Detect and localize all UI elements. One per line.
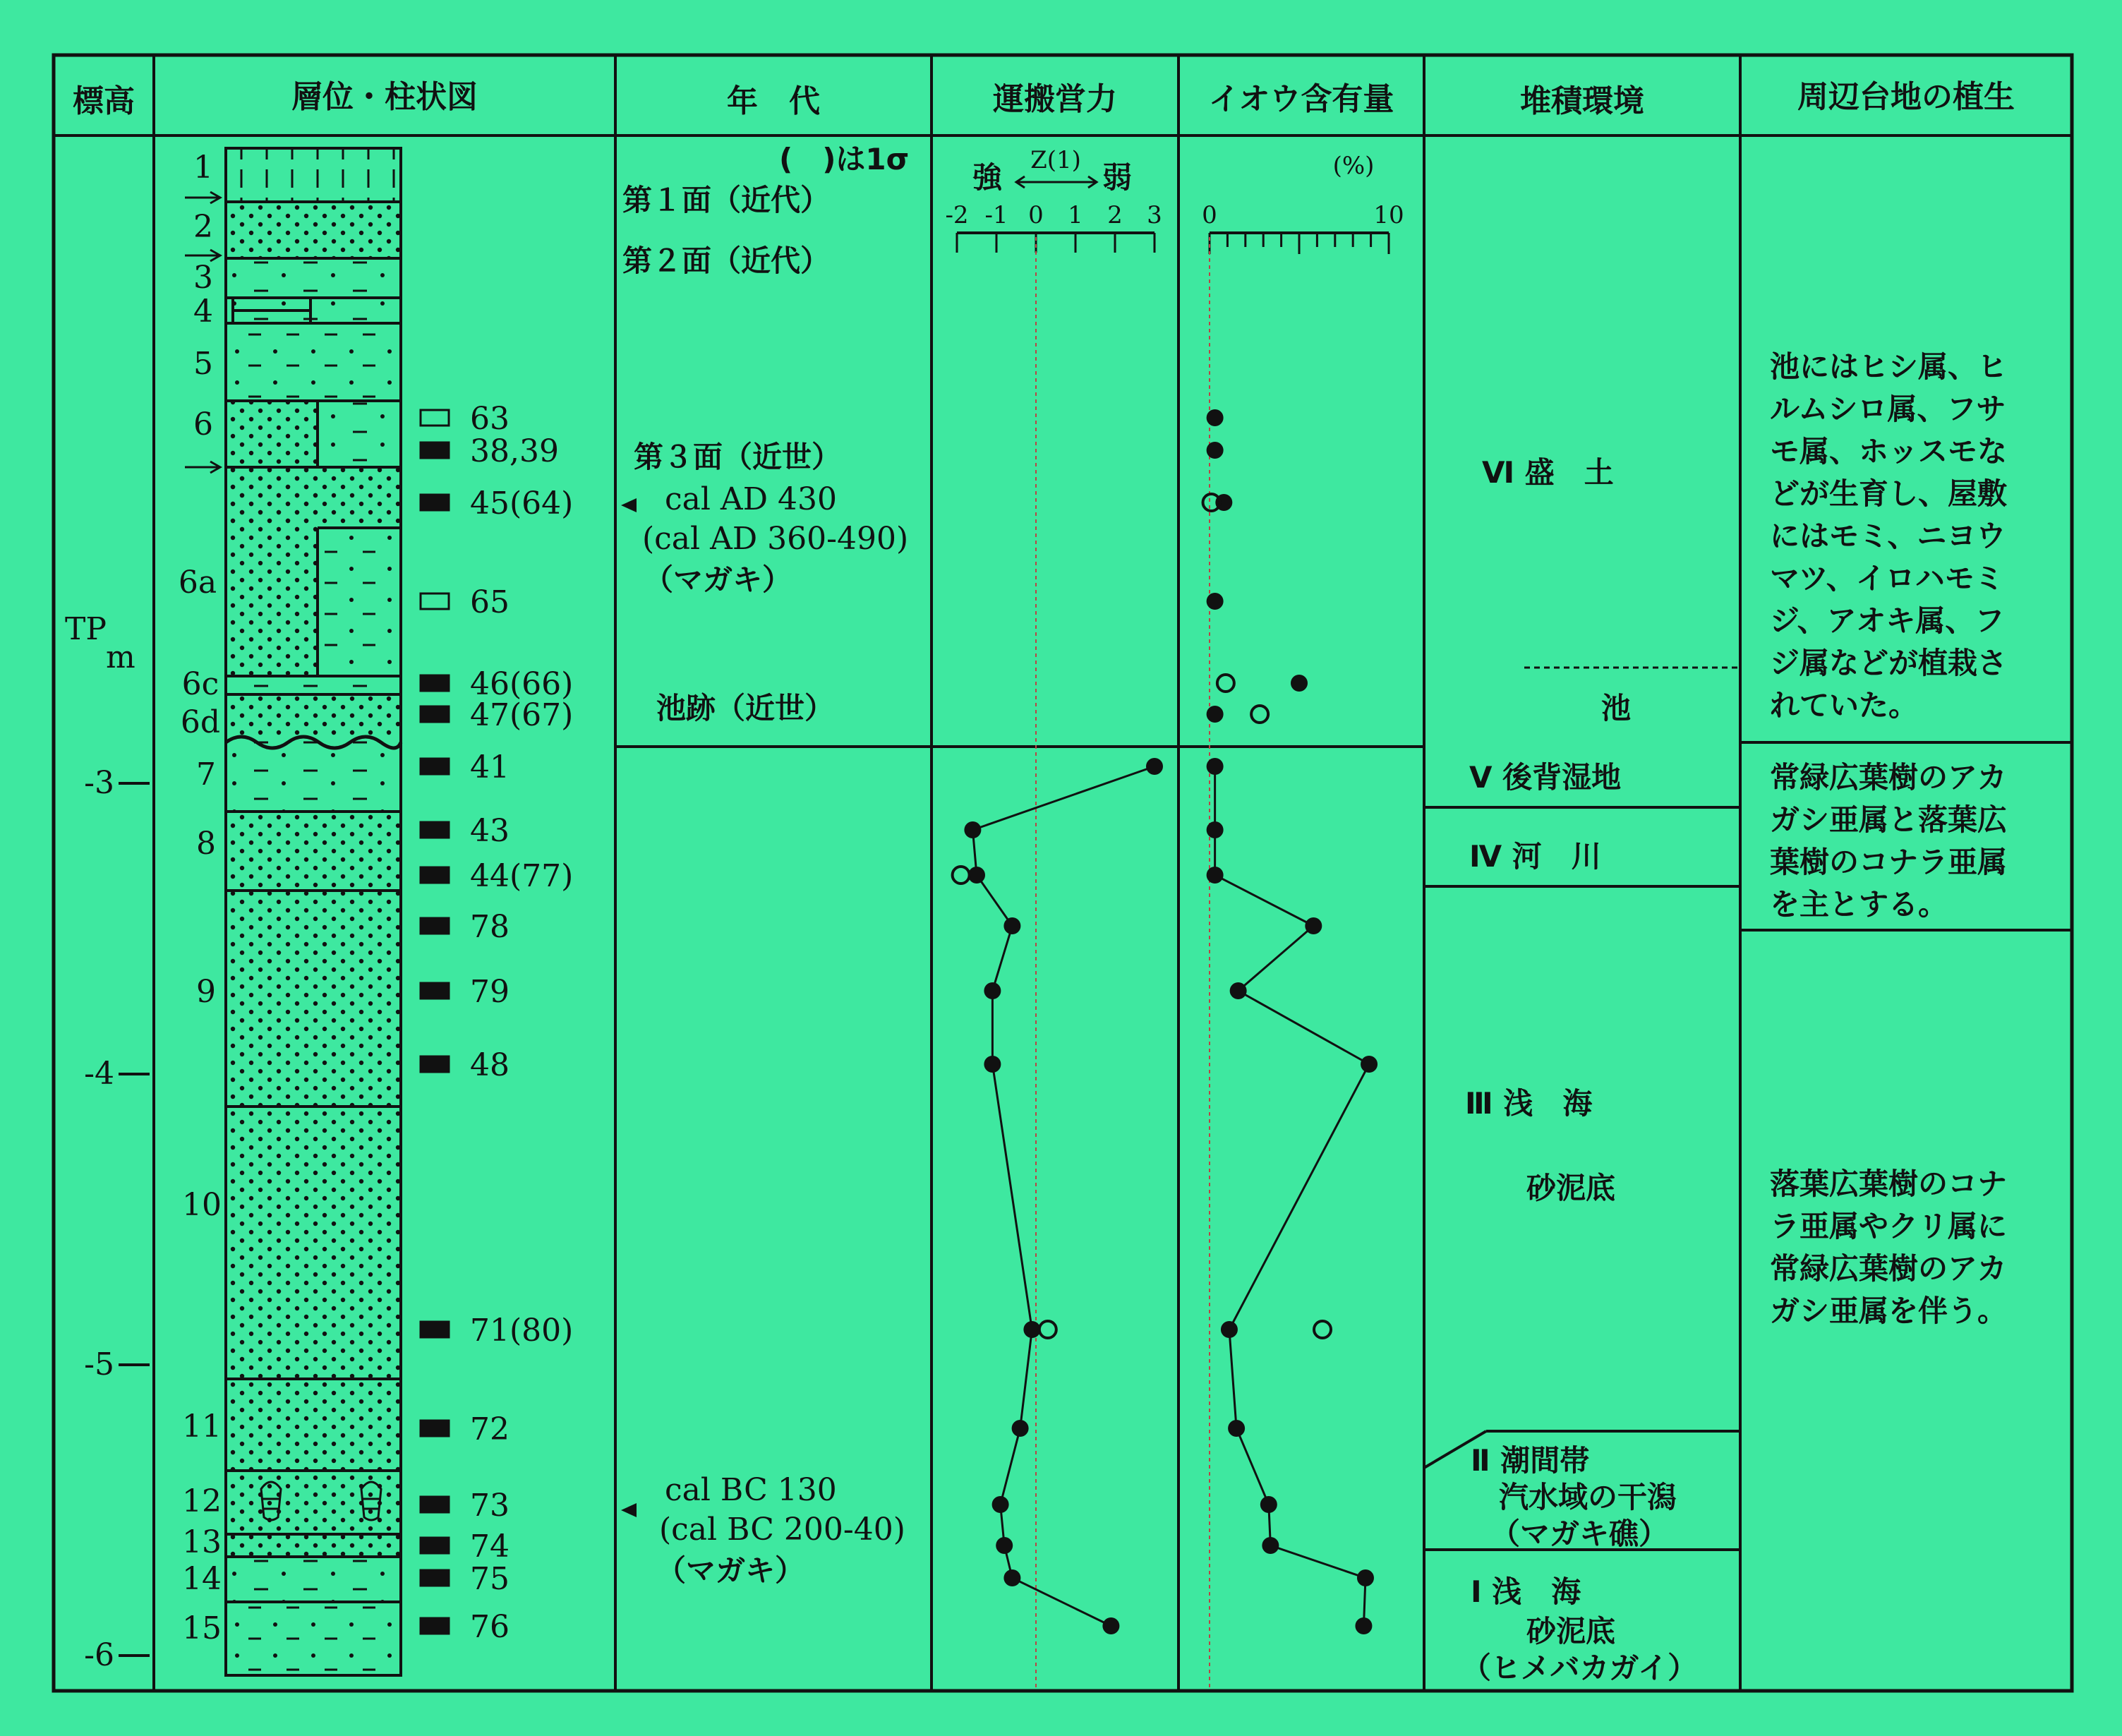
transport-point [984, 1056, 1001, 1073]
sample-marker [421, 593, 449, 609]
elevation-tick-label: -5 [84, 1346, 114, 1382]
vegetation-line: にはモミ、ニヨウ [1770, 519, 2006, 553]
sample-label: 78 [470, 909, 510, 945]
date-pointer-1 [621, 498, 637, 512]
sulfur-open-point [1314, 1321, 1331, 1338]
env-i-sub: 砂泥底 [1526, 1614, 1616, 1648]
vegetation-line: 落葉広葉樹のコナ [1770, 1167, 2008, 1201]
sample-label: 65 [470, 584, 510, 620]
transport-tick-label: -1 [984, 201, 1008, 229]
sulfur-point [1291, 675, 1308, 692]
sample-marker [421, 918, 449, 934]
sample-marker [421, 983, 449, 999]
vegetation-line: どが生育し、屋敷 [1770, 476, 2008, 511]
sample-label: 45(64) [470, 486, 574, 522]
sulfur-open-point [1251, 706, 1268, 723]
transport-point [1012, 1420, 1029, 1437]
sample-markers [421, 401, 573, 1645]
surface-2: 第２面（近代） [622, 243, 831, 278]
sample-marker [421, 410, 449, 426]
sample-label: 74 [470, 1529, 510, 1565]
layer-label: 6a [178, 565, 217, 601]
transport-axis-caption: Z(1) [1030, 146, 1081, 174]
pond-remains: 池跡（近世） [656, 691, 835, 725]
layer-label: 4 [193, 294, 213, 330]
sulfur-point [1207, 442, 1224, 459]
transport-point [984, 982, 1001, 999]
sulfur-point [1207, 409, 1224, 426]
sample-marker [421, 1618, 449, 1634]
transport-plot [953, 237, 1163, 1691]
sulfur-point [1207, 867, 1224, 884]
transport-right-label: 弱 [1102, 160, 1133, 195]
sample-marker [421, 822, 449, 838]
vegetation-line: マツ、イロハモミ [1770, 561, 2004, 596]
stratigraphic-column [185, 148, 401, 1675]
sulfur-tick-label: 0 [1202, 201, 1217, 229]
vegetation-line: 常緑広葉樹のアカ [1770, 1251, 2007, 1286]
vegetation-line: れていた。 [1770, 688, 1919, 723]
sulfur-point [1357, 1569, 1374, 1586]
layer-label: 8 [196, 826, 216, 862]
vegetation-line: モ属、ホッスモな [1770, 434, 2008, 469]
surface-1: 第１面（近代） [622, 183, 831, 217]
layer-label: 6c [181, 666, 219, 702]
env-iii-sub: 砂泥底 [1526, 1171, 1616, 1205]
sulfur-series-line [1215, 766, 1369, 1626]
date-1-range: (cal AD 360-490) [642, 521, 909, 557]
vegetation-line: ガシ亜属と落葉広 [1770, 802, 2008, 837]
transport-point [1003, 917, 1020, 934]
sample-marker [421, 759, 449, 774]
transport-point [1102, 1617, 1119, 1634]
sulfur-tick-label: 10 [1373, 201, 1404, 229]
sample-label: 79 [470, 974, 510, 1010]
sulfur-x-axis [1202, 201, 1404, 254]
vegetation-line: 常緑広葉樹のアカ [1770, 760, 2007, 795]
transport-point [992, 1496, 1009, 1513]
layer-label: 6 [193, 406, 213, 442]
surface-3: 第３面（近世） [634, 440, 842, 474]
env-ii: Ⅱ 潮間帯 [1471, 1443, 1590, 1478]
sample-marker [421, 1538, 449, 1553]
transport-point [964, 821, 981, 838]
transport-open-point [1039, 1321, 1056, 1338]
header-stratigraphy: 層位・柱状図 [291, 79, 478, 115]
sulfur-unit: (%) [1332, 152, 1375, 180]
header-vegetation: 周辺台地の植生 [1797, 79, 2015, 115]
sulfur-chart [1202, 152, 1404, 1691]
layer-label: 15 [182, 1610, 222, 1646]
transport-direction-arrow [1016, 176, 1097, 188]
sample-marker [421, 867, 449, 883]
env-ii-sub2: （マガキ礁） [1490, 1517, 1669, 1551]
layer-labels [179, 150, 222, 1646]
date-1-material: （マガキ） [644, 562, 792, 597]
sample-marker [421, 495, 449, 510]
sulfur-point [1207, 593, 1224, 610]
sample-label: 47(67) [470, 697, 574, 733]
elevation-unit-tp: TP [65, 611, 107, 647]
header-age: 年 代 [727, 83, 820, 119]
sample-marker [421, 1497, 449, 1512]
sample-label: 76 [470, 1609, 510, 1645]
sulfur-point [1228, 1420, 1245, 1437]
header-transport: 運搬営力 [993, 81, 1117, 117]
sample-label: 41 [470, 749, 510, 785]
sample-label: 44(77) [470, 858, 574, 894]
layer-label: 1 [193, 150, 213, 186]
sample-label: 48 [470, 1047, 510, 1083]
sample-label: 46(66) [470, 666, 574, 702]
transport-tick-label: 2 [1107, 201, 1123, 229]
transport-tick-label: 0 [1028, 201, 1044, 229]
elevation-ticks [84, 765, 150, 1673]
sulfur-point [1207, 706, 1224, 723]
date-1: cal AD 430 [665, 481, 837, 517]
sulfur-point [1305, 917, 1322, 934]
vegetation-line: ガシ亜属を伴う。 [1770, 1294, 2008, 1328]
sulfur-open-point [1217, 675, 1234, 692]
env-v: Ⅴ 後背湿地 [1469, 760, 1622, 795]
transport-chart [945, 146, 1163, 1691]
header-environment: 堆積環境 [1520, 83, 1644, 119]
vegetation-line: ジ属などが植栽さ [1770, 646, 2008, 680]
sulfur-point [1262, 1537, 1279, 1554]
vegetation-line: 池にはヒシ属、ヒ [1770, 349, 2008, 384]
transport-x-axis [945, 201, 1162, 253]
date-2-range: (cal BC 200-40) [659, 1512, 905, 1548]
sample-marker [421, 1421, 449, 1436]
layer-label: 13 [182, 1524, 222, 1560]
vegetation-line: ジ、アオキ属、フ [1770, 603, 2005, 638]
sample-label: 71(80) [470, 1313, 574, 1349]
env-pond: 池 [1600, 691, 1632, 725]
sample-marker [421, 675, 449, 691]
sulfur-point [1260, 1496, 1277, 1513]
sample-marker [421, 1570, 449, 1586]
env-vi: Ⅵ 盛 土 [1482, 455, 1614, 490]
sample-marker [421, 706, 449, 722]
sample-marker [421, 1322, 449, 1337]
sample-label: 72 [470, 1411, 510, 1447]
vegetation-line: を主とする。 [1770, 887, 1948, 922]
elevation-tick-label: -3 [84, 765, 114, 801]
sigma-note: ( )は1σ [779, 142, 910, 176]
sulfur-point [1361, 1056, 1378, 1073]
sulfur-point [1355, 1617, 1372, 1634]
sulfur-point [1221, 1321, 1238, 1338]
elevation-unit-m: m [106, 639, 135, 675]
layer-label: 9 [196, 974, 216, 1010]
env-i-sub2: （ヒメバカガイ） [1461, 1651, 1698, 1685]
sample-marker [421, 442, 449, 458]
transport-point [1146, 758, 1163, 775]
sulfur-point [1207, 821, 1224, 838]
layer-label: 5 [193, 346, 213, 382]
sulfur-point [1207, 758, 1224, 775]
layer-label: 12 [182, 1483, 222, 1519]
sample-label: 73 [470, 1488, 510, 1524]
transport-point [1003, 1569, 1020, 1586]
vegetation-line: ルムシロ属、フサ [1770, 392, 2006, 426]
layer-label: 14 [182, 1561, 222, 1597]
env-i: Ⅰ 浅 海 [1471, 1574, 1581, 1609]
vegetation-column [1770, 349, 2007, 1328]
layer-label: 6d [180, 704, 221, 740]
age-column [615, 142, 1424, 1588]
transport-tick-label: 1 [1068, 201, 1083, 229]
transport-tick-label: -2 [945, 201, 969, 229]
header-sulfur: イオウ含有量 [1208, 81, 1394, 117]
date-pointer-2 [621, 1503, 637, 1517]
date-2: cal BC 130 [665, 1472, 837, 1508]
date-2-material: （マガキ） [656, 1553, 805, 1588]
transport-open-point [953, 867, 970, 884]
sample-label: 38,39 [470, 433, 559, 469]
transport-left-label: 強 [972, 160, 1003, 195]
env-ii-sub: 汽水域の干潟 [1498, 1480, 1677, 1514]
vegetation-line: 葉樹のコナラ亜属 [1770, 845, 2008, 879]
transport-tick-label: 3 [1147, 201, 1162, 229]
sulfur-plot [1203, 237, 1378, 1691]
transport-point [996, 1537, 1013, 1554]
layer-label: 10 [182, 1187, 222, 1223]
sample-label: 43 [470, 813, 510, 849]
layer-label: 7 [196, 757, 216, 792]
sample-label: 63 [470, 401, 510, 437]
sample-label: 75 [470, 1561, 510, 1597]
layer-label: 2 [193, 209, 213, 245]
sample-marker [421, 1056, 449, 1072]
elevation-tick-label: -4 [84, 1056, 114, 1092]
elevation-tick-label: -6 [84, 1637, 114, 1673]
env-iv: Ⅳ 河 川 [1469, 839, 1601, 874]
header-elevation: 標高 [73, 83, 135, 119]
layer-label: 11 [182, 1409, 222, 1445]
layer-label: 3 [193, 260, 213, 296]
sulfur-point [1230, 982, 1247, 999]
env-iii: Ⅲ 浅 海 [1465, 1086, 1593, 1121]
vegetation-line: ラ亜属やクリ属に [1770, 1209, 2008, 1243]
